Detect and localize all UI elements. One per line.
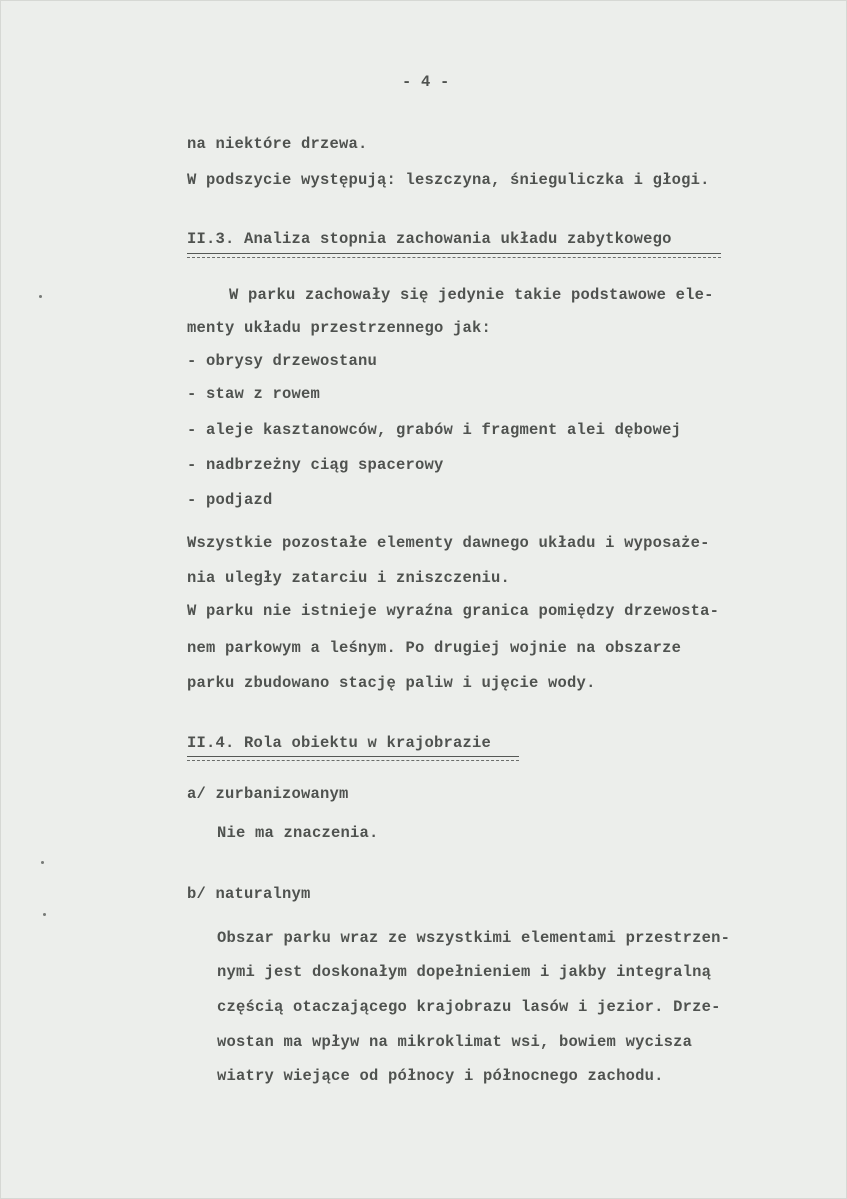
heading-underline-secondary (187, 257, 721, 258)
scan-speck (41, 861, 44, 864)
heading-underline (187, 253, 721, 254)
text-line: nymi jest doskonałym dopełnieniem i jakby integralną (217, 963, 712, 981)
text-line: W parku nie istnieje wyraźna granica pomiędzy drzewosta- (187, 602, 720, 620)
text-line: wostan ma wpływ na mikroklimat wsi, bowiem wycisza (217, 1033, 693, 1051)
text-line: Obszar parku wraz ze wszystkimi elementami przestrzen- (217, 929, 731, 947)
page-number: - 4 - (402, 73, 450, 91)
subheading: a/ zurbanizowanym (187, 785, 349, 803)
list-item: - podjazd (187, 491, 273, 509)
section-heading: II.3. Analiza stopnia zachowania układu zabytkowego (187, 230, 672, 248)
text-line: W parku zachowały się jedynie takie podstawowe ele- (229, 286, 714, 304)
section-heading: II.4. Rola obiektu w krajobrazie (187, 734, 492, 752)
heading-underline-secondary (187, 760, 519, 761)
list-item: - nadbrzeżny ciąg spacerowy (187, 456, 444, 474)
list-item: - obrysy drzewostanu (187, 352, 378, 370)
text-line: na niektóre drzewa. (187, 135, 368, 153)
scan-speck (39, 295, 42, 298)
heading-underline (187, 756, 519, 757)
text-line: parku zbudowano stację paliw i ujęcie wody. (187, 674, 596, 692)
scan-speck (43, 913, 46, 916)
text-line: Nie ma znaczenia. (217, 824, 379, 842)
text-line: wiatry wiejące od północy i północnego zachodu. (217, 1067, 664, 1085)
text-line: W podszycie występują: leszczyna, śnieguliczka i głogi. (187, 171, 710, 189)
text-line: nia uległy zatarciu i zniszczeniu. (187, 569, 511, 587)
list-item: - aleje kasztanowców, grabów i fragment alei dębowej (187, 421, 682, 439)
list-item: - staw z rowem (187, 385, 321, 403)
text-line: częścią otaczającego krajobrazu lasów i jezior. Drze- (217, 998, 721, 1016)
text-line: nem parkowym a leśnym. Po drugiej wojnie na obszarze (187, 639, 682, 657)
text-line: Wszystkie pozostałe elementy dawnego układu i wyposaże- (187, 534, 710, 552)
subheading: b/ naturalnym (187, 885, 311, 903)
text-line: menty układu przestrzennego jak: (187, 319, 492, 337)
